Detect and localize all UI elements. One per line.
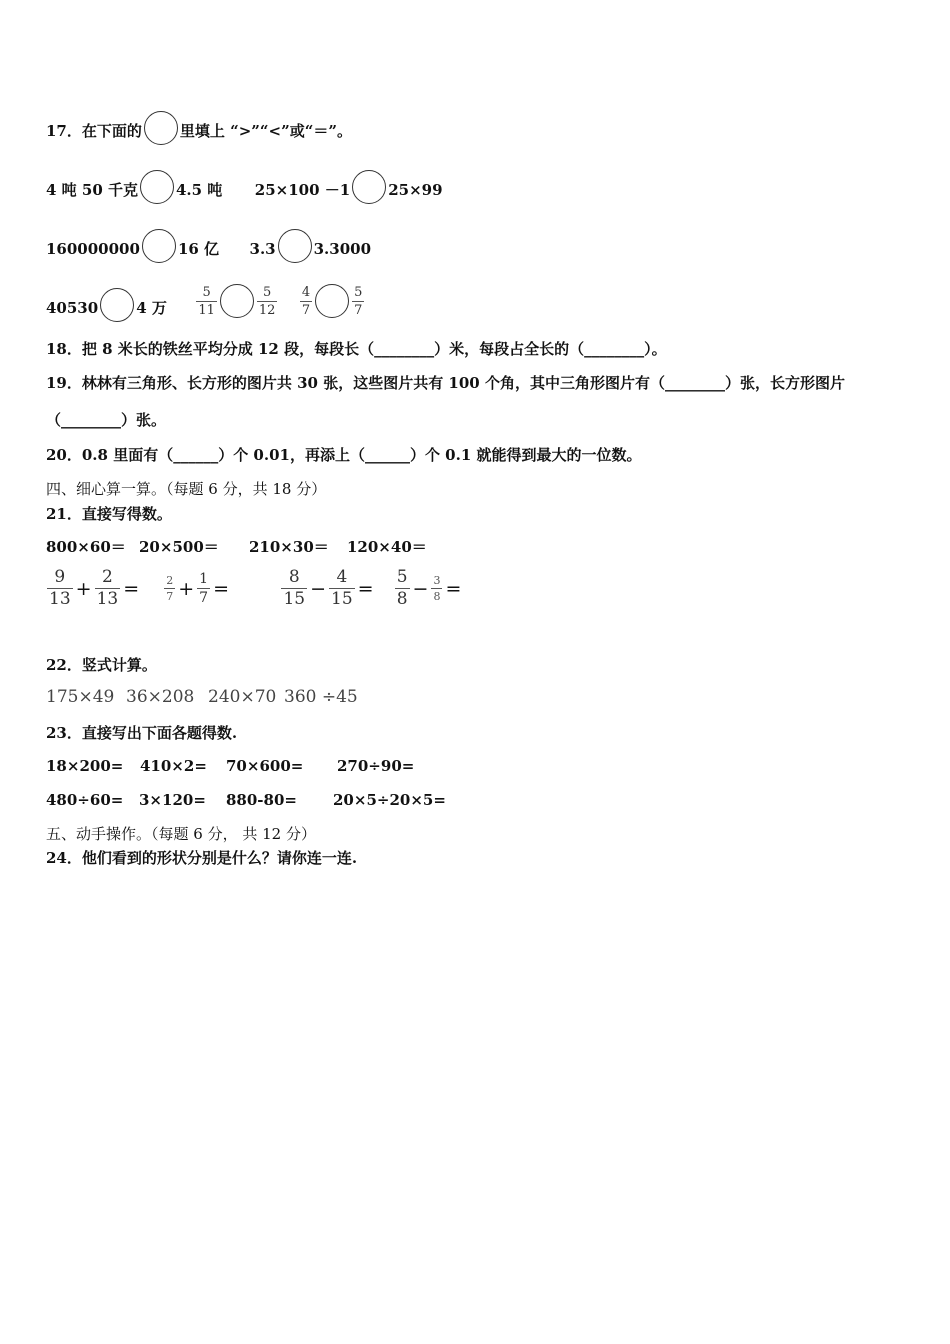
q17-row2: 160000000 16 亿 3.3 3.3000 [46, 233, 371, 267]
compare-circle[interactable] [144, 111, 178, 145]
compare-circle[interactable] [220, 284, 254, 318]
compare-circle[interactable] [315, 284, 349, 318]
q19-line1: 19．林林有三角形、长方形的图片共 30 张，这些图片共有 100 个角，其中三角形图片有（________）张，长方形图片 [46, 374, 845, 392]
q17-row3: 40530 4 万 $\frac{5}{11}$ $\frac{5}{12}$ $\frac{4}{7}$ $\frac{5}{7}$ [46, 284, 365, 318]
q21-title: 21．直接写得数。 [46, 505, 172, 523]
fraction-expression: $\frac{5}{8}$ − $\frac{3}{8}$ = [396, 567, 462, 609]
compare-circle[interactable] [140, 170, 174, 204]
fraction: $\frac{5}{11}$ [198, 284, 215, 318]
compare-circle[interactable] [278, 229, 312, 263]
section-4-heading: 四、细心算一算。（每题 6 分，共 18 分） [46, 480, 327, 498]
fraction-expression: $\frac{8}{15}$ − $\frac{4}{15}$ = [283, 567, 374, 609]
compare-circle[interactable] [142, 229, 176, 263]
fraction: $\frac{4}{7}$ [301, 284, 311, 318]
q21-fraction-row [46, 569, 463, 608]
q22-items: 175×49 36×208 240×70 360 ÷45 [46, 687, 358, 707]
fraction: $\frac{5}{7}$ [354, 284, 363, 318]
q24-text: 24．他们看到的形状分别是什么？请你连一连. [46, 849, 358, 867]
q23-title: 23．直接写出下面各题得数. [46, 724, 238, 742]
section-5-heading: 五、动手操作。（每题 6 分， 共 12 分） [46, 825, 316, 843]
q23-row1: 18×200= 410×2= 70×600= 270÷90= [46, 757, 415, 775]
q19-line2: （________）张。 [46, 411, 167, 429]
compare-circle[interactable] [352, 170, 386, 204]
q23-row2: 480÷60= 3×120= 880-80= 20×5÷20×5= [46, 791, 446, 809]
q17-row1: 4 吨 50 千克 4.5 吨 25×100 －1 25×99 [46, 174, 443, 208]
q18-text: 18．把 8 米长的铁丝平均分成 12 段，每段长（________）米，每段占全长的（________）。 [46, 340, 667, 358]
fraction-expression: $\frac{2}{7}$ + $\frac{1}{7}$ = [166, 571, 229, 606]
fraction-expression: $\frac{9}{13}$ + $\frac{2}{13}$ = [49, 567, 140, 609]
compare-circle[interactable] [100, 288, 134, 322]
q21-row1: 800×60＝ 20×500＝ 210×30＝ 120×40＝ [46, 538, 427, 556]
q20-text: 20．0.8 里面有（______）个 0.01，再添上（______）个 0.1 就能得到最大的一位数。 [46, 446, 642, 464]
fraction: $\frac{5}{12}$ [258, 284, 276, 318]
q22-title: 22．竖式计算。 [46, 656, 157, 674]
q17-intro: 17．在下面的 里填上 “>”“<”或“＝”。 [46, 115, 352, 149]
